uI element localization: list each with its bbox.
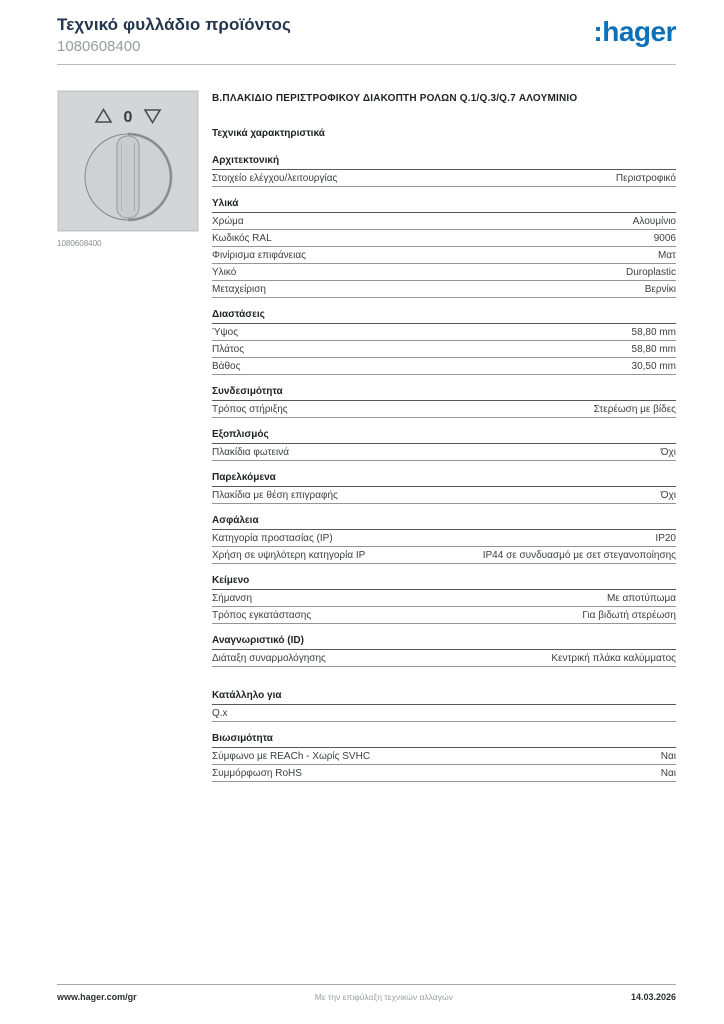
section-title: Συνδεσιμότητα [212, 386, 676, 401]
spec-label: Τρόπος στήριξης [212, 404, 288, 415]
spec-label: Χρώμα [212, 216, 244, 227]
spec-label: Φινίρισμα επιφάνειας [212, 250, 306, 261]
spec-label: Ύψος [212, 327, 239, 338]
image-caption: 1080608400 [57, 239, 102, 248]
section-title: Ασφάλεια [212, 515, 676, 530]
spec-row [212, 547, 676, 564]
spec-value: 9006 [653, 233, 676, 244]
spec-label: Κωδικός RAL [212, 233, 272, 244]
spec-value: Όχι [660, 447, 676, 458]
spec-value: 58,80 mm [631, 327, 676, 338]
spec-label: Χρήση σε υψηλότερη κατηγορία IP [212, 550, 366, 561]
spec-row [212, 765, 676, 782]
spec-label: Πλάτος [212, 344, 245, 355]
spec-value: IP20 [655, 533, 676, 544]
spec-row [212, 487, 676, 504]
product-name: Β.ΠΛΑΚΙΔΙΟ ΠΕΡΙΣΤΡΟΦΙΚΟΥ ΔΙΑΚΟΠΤΗ ΡΟΛΩΝ Q.1/Q.3/Q.7 ΑΛΟΥΜΙΝΙΟ [212, 93, 578, 104]
section-title: Υλικά [212, 198, 676, 213]
section-title: Βιωσιμότητα [212, 733, 676, 748]
spec-value: 30,50 mm [631, 361, 676, 372]
spec-section [212, 155, 676, 187]
spec-label: Μεταχείριση [212, 284, 266, 295]
header-titles [57, 15, 291, 55]
spec-label: Συμμόρφωση RoHS [212, 768, 302, 779]
product-image-column [57, 90, 199, 248]
spec-row [212, 170, 676, 187]
product-photo-rotary-switch [57, 90, 199, 232]
page-header [0, 0, 724, 55]
spec-label: Υλικό [212, 267, 237, 278]
spec-value: Περιστροφικό [615, 173, 676, 184]
page-footer [57, 984, 676, 1002]
specs-column [212, 90, 676, 793]
spec-row [212, 324, 676, 341]
spec-row [212, 590, 676, 607]
spec-label: Q.x [212, 708, 228, 719]
footer-disclaimer: Με την επιφύλαξη τεχνικών αλλαγών [314, 992, 453, 1002]
spec-row [212, 213, 676, 230]
hager-logo: :hager [593, 16, 676, 47]
spec-section [212, 515, 676, 564]
spec-section [212, 386, 676, 418]
spec-value: Ναι [660, 751, 676, 762]
spec-row [212, 650, 676, 667]
spec-label: Πλακίδια φωτεινά [212, 447, 289, 458]
section-title: Διαστάσεις [212, 309, 676, 324]
spec-value: Για βιδωτή στερέωση [582, 610, 676, 621]
spec-sections [212, 155, 676, 782]
spec-label: Σήμανση [212, 593, 253, 604]
spec-value: Με αποτύπωμα [606, 593, 676, 604]
spec-row [212, 401, 676, 418]
section-title: Αναγνωριστικό (ID) [212, 635, 676, 650]
page-title: Τεχνικό φυλλάδιο προϊόντος [57, 15, 291, 34]
section-title: Εξοπλισμός [212, 429, 676, 444]
spec-row [212, 281, 676, 298]
spec-value: Βερνίκι [644, 284, 676, 295]
shutter-stop-label: 0 [123, 109, 133, 126]
spec-section [212, 733, 676, 782]
spec-row [212, 247, 676, 264]
spec-row [212, 748, 676, 765]
spec-section [212, 472, 676, 504]
spec-row [212, 264, 676, 281]
spec-value: Όχι [660, 490, 676, 501]
spec-value: Duroplastic [625, 267, 676, 278]
spec-row [212, 341, 676, 358]
spec-section [212, 198, 676, 298]
product-reference: 1080608400 [57, 38, 141, 55]
spec-row [212, 230, 676, 247]
spec-value: Ματ [657, 250, 676, 261]
spec-value: Ναι [660, 768, 676, 779]
spec-section [212, 690, 676, 722]
spec-row [212, 358, 676, 375]
specs-section-title: Τεχνικά χαρακτηριστικά [212, 128, 325, 139]
spec-label: Πλακίδια με θέση επιγραφής [212, 490, 338, 501]
spec-row [212, 530, 676, 547]
spec-row [212, 705, 676, 722]
spec-value: IP44 σε συνδυασμό με σετ στεγανοποίησης [482, 550, 676, 561]
spec-row [212, 444, 676, 461]
spec-value: Αλουμίνιο [632, 216, 676, 227]
spec-section [212, 309, 676, 375]
spec-value: Κεντρική πλάκα καλύμματος [551, 653, 676, 664]
spec-value: Στερέωση με βίδες [593, 404, 676, 415]
footer-url[interactable]: www.hager.com/gr [57, 992, 137, 1002]
section-title: Κείμενο [212, 575, 676, 590]
spec-label: Βάθος [212, 361, 241, 372]
spec-label: Τρόπος εγκατάστασης [212, 610, 312, 621]
spec-section [212, 635, 676, 667]
spec-value: 58,80 mm [631, 344, 676, 355]
spec-label: Διάταξη συναρμολόγησης [212, 653, 326, 664]
spec-section [212, 575, 676, 624]
spec-label: Σύμφωνο με REACh - Χωρίς SVHC [212, 751, 371, 762]
spec-row [212, 607, 676, 624]
knob-grip [117, 136, 139, 218]
section-title: Παρελκόμενα [212, 472, 676, 487]
spec-section [212, 429, 676, 461]
spec-label: Κατηγορία προστασίας (IP) [212, 533, 333, 544]
content-area [0, 65, 724, 793]
section-title: Αρχιτεκτονική [212, 155, 676, 170]
section-title: Κατάλληλο για [212, 690, 676, 705]
spec-label: Στοιχείο ελέγχου/λειτουργίας [212, 173, 338, 184]
footer-date: 14.03.2026 [630, 992, 676, 1002]
